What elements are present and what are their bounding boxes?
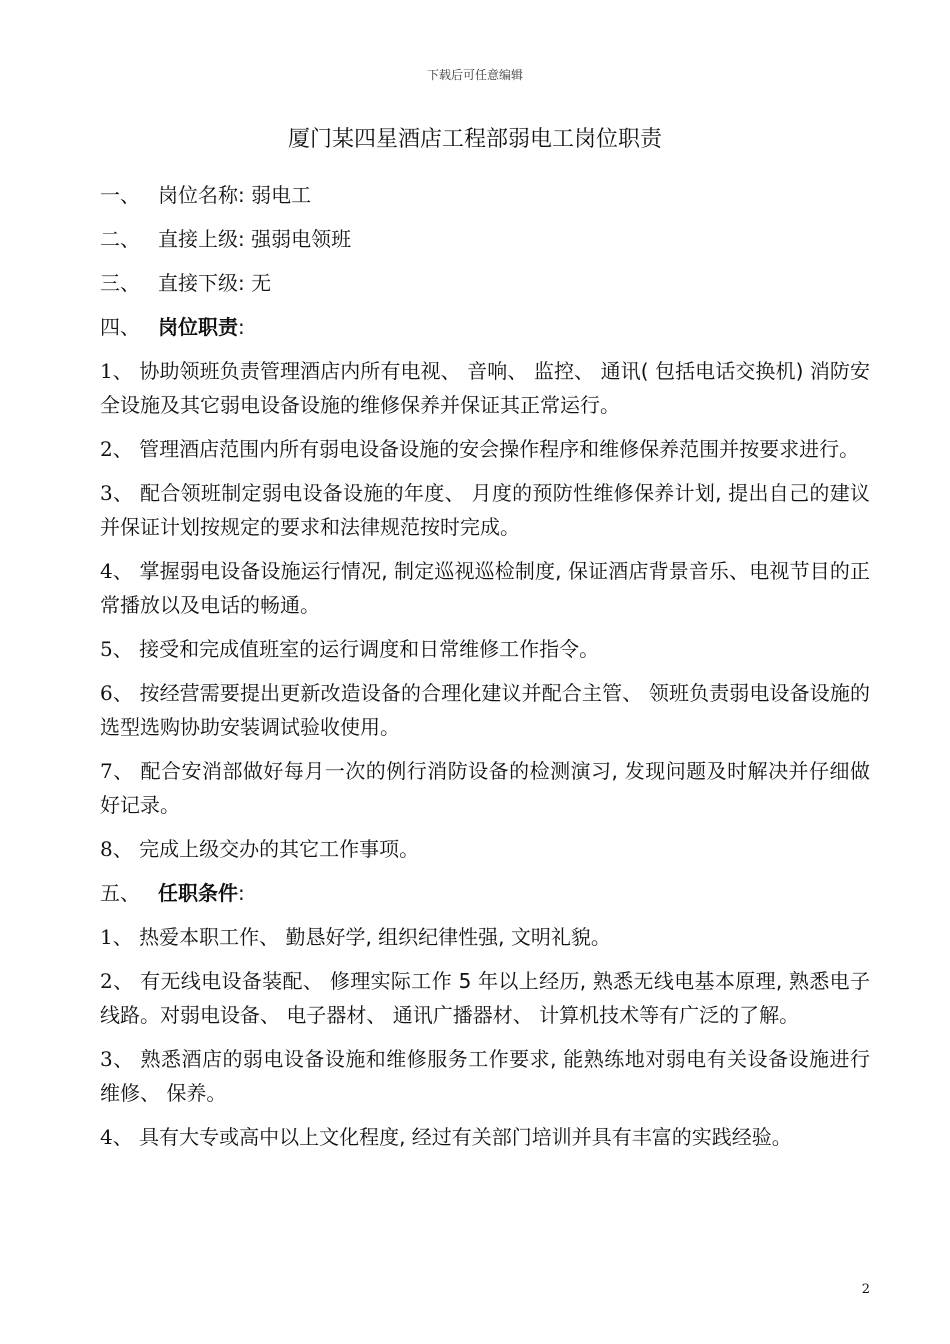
section-value: 强弱电领班 bbox=[251, 227, 352, 251]
duty-text: 管理酒店范围内所有弱电设备设施的安会操作程序和维修保养范围并按要求进行。 bbox=[139, 437, 860, 461]
requirement-number: 2、 bbox=[100, 969, 134, 993]
section-colon: : bbox=[238, 315, 245, 339]
duty-item bbox=[100, 354, 870, 422]
duty-item bbox=[100, 554, 870, 622]
section-label: 岗位名称 bbox=[158, 183, 238, 207]
section-requirements-heading bbox=[100, 876, 870, 920]
section-colon: : bbox=[238, 183, 245, 207]
duty-item bbox=[100, 476, 870, 544]
section-colon: : bbox=[238, 271, 245, 295]
duty-text: 完成上级交办的其它工作事项。 bbox=[139, 837, 420, 861]
requirement-item bbox=[100, 964, 870, 1032]
requirement-text: 具有大专或高中以上文化程度, 经过有关部门培训并具有丰富的实践经验。 bbox=[139, 1125, 792, 1149]
duty-text: 按经营需要提出更新改造设备的合理化建议并配合主管、 领班负责弱电设备设施的选型选购协助安装调试验收使用。 bbox=[100, 681, 871, 739]
requirement-text: 熟悉酒店的弱电设备设施和维修服务工作要求, 能熟练地对弱电有关设备设施进行维修、 保养。 bbox=[100, 1047, 870, 1105]
section-direct-subordinate bbox=[100, 266, 870, 310]
section-colon: : bbox=[238, 881, 245, 905]
requirement-item bbox=[100, 1120, 870, 1154]
duty-number: 8、 bbox=[100, 837, 133, 861]
section-position-name bbox=[100, 178, 870, 222]
duty-text: 配合安消部做好每月一次的例行消防设备的检测演习, 发现问题及时解决并仔细做好记录。 bbox=[100, 759, 870, 817]
section-label: 岗位职责 bbox=[158, 315, 238, 339]
requirement-number: 4、 bbox=[100, 1125, 133, 1149]
section-label: 直接下级 bbox=[158, 271, 238, 295]
section-number: 四、 bbox=[100, 315, 140, 339]
duty-number: 3、 bbox=[100, 481, 134, 505]
duty-number: 6、 bbox=[100, 681, 133, 705]
duty-number: 1、 bbox=[100, 359, 133, 383]
duty-text: 接受和完成值班室的运行调度和日常维修工作指令。 bbox=[139, 637, 600, 661]
duty-item bbox=[100, 832, 870, 866]
document-title: 厦门某四星酒店工程部弱电工岗位职责 bbox=[287, 127, 662, 152]
duty-number: 5、 bbox=[100, 637, 133, 661]
duty-item bbox=[100, 632, 870, 666]
duty-number: 4、 bbox=[100, 559, 134, 583]
section-direct-superior bbox=[100, 222, 870, 266]
section-label: 任职条件 bbox=[158, 881, 238, 905]
section-value: 弱电工 bbox=[251, 183, 312, 207]
duty-item bbox=[100, 432, 870, 466]
document-body bbox=[100, 178, 870, 1164]
section-duties-heading bbox=[100, 310, 870, 354]
duty-text: 协助领班负责管理酒店内所有电视、 音响、 监控、 通讯( 包括电话交换机) 消防安全设施及其它弱电设备设施的维修保养并保证其正常运行。 bbox=[100, 359, 870, 417]
duty-text: 配合领班制定弱电设备设施的年度、 月度的预防性维修保养计划, 提出自己的建议并保证计划按规定的要求和法律规范按时完成。 bbox=[100, 481, 871, 539]
section-number: 一、 bbox=[100, 183, 140, 207]
section-number: 二、 bbox=[100, 227, 140, 251]
header-note: 下载后可任意编辑 bbox=[426, 68, 523, 82]
duty-number: 7、 bbox=[100, 759, 134, 783]
duty-item bbox=[100, 676, 870, 744]
duty-item bbox=[100, 754, 870, 822]
requirement-text: 有无线电设备装配、 修理实际工作 5 年以上经历, 熟悉无线电基本原理, 熟悉电子线路。对弱电设备、 电子器材、 通讯广播器材、 计算机技术等有广泛的了解。 bbox=[100, 969, 870, 1027]
section-value: 无 bbox=[251, 271, 272, 295]
requirement-item bbox=[100, 1042, 870, 1110]
page-number: 2 bbox=[861, 1282, 870, 1297]
duty-number: 2、 bbox=[100, 437, 133, 461]
section-label: 直接上级 bbox=[158, 227, 238, 251]
duty-text: 掌握弱电设备设施运行情况, 制定巡视巡检制度, 保证酒店背景音乐、电视节目的正常播放以及电话的畅通。 bbox=[100, 559, 870, 617]
section-number: 五、 bbox=[100, 881, 140, 905]
section-number: 三、 bbox=[100, 271, 140, 295]
requirement-text: 热爱本职工作、 勤恳好学, 组织纪律性强, 文明礼貌。 bbox=[139, 925, 611, 949]
requirement-number: 1、 bbox=[100, 925, 133, 949]
requirement-number: 3、 bbox=[100, 1047, 134, 1071]
section-colon: : bbox=[238, 227, 245, 251]
requirement-item bbox=[100, 920, 870, 954]
